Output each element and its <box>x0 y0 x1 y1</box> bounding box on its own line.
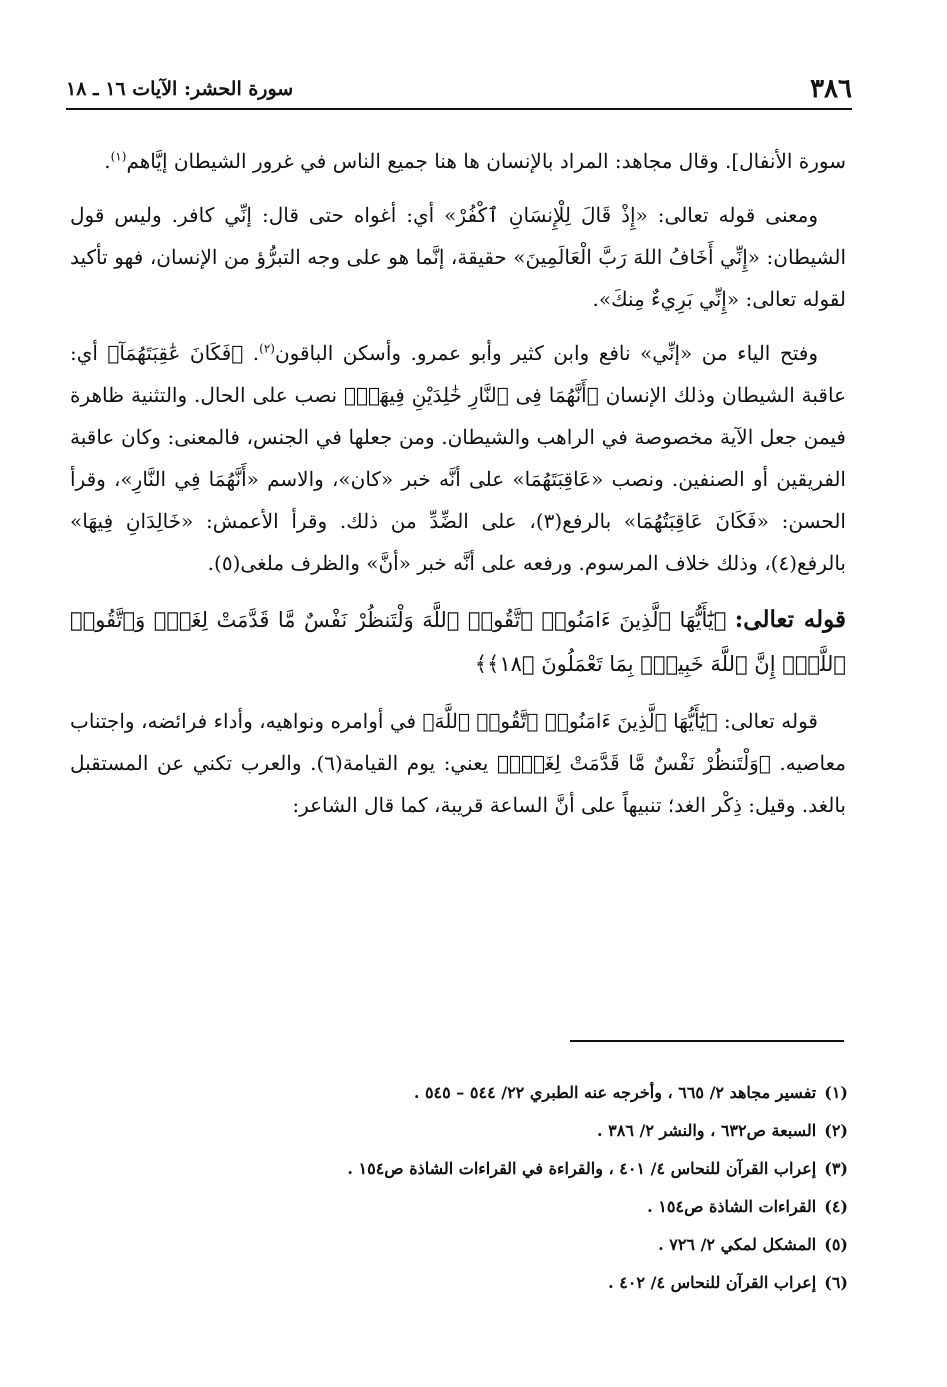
footnote-number: (٣) <box>824 1159 848 1178</box>
footnote-text: القراءات الشاذة ص١٥٤ . <box>647 1197 817 1216</box>
paragraph <box>70 700 846 826</box>
running-title: سورة الحشر: الآيات ١٦ ـ ١٨ <box>66 78 294 100</box>
footnote-text: إعراب القرآن للنحاس ٤/ ٤٠١ ، والقراءة في القراءات الشاذة ص١٥٤ . <box>347 1159 817 1178</box>
footnote <box>300 1150 848 1188</box>
verse-heading: قوله تعالى: <box>734 606 846 633</box>
footnote-number: (٢) <box>824 1121 848 1140</box>
page-number: ٣٨٦ <box>810 74 852 104</box>
paragraph <box>70 140 846 182</box>
paragraph-text: قوله تعالى: ﴿يَٰٓأَيُّهَا ٱلَّذِينَ ءَامَنُوا۟ ٱتَّقُوا۟ ٱللَّهَ﴾ في أوامره ونواهيه، وأداء فرائضه، واجتناب معاصيه. ﴿وَلْتَنظُرْ نَفْسٌ مَّا قَدَّمَتْ لِغَدٍۖ﴾ يعني: يوم القيامة(٦). والعرب تكني عن المستقبل بالغد. وقيل: ذِكْر الغد؛ تنبيهاً على أنَّ الساعة قريبة، كما قال الشاعر: <box>70 709 846 817</box>
footnote <box>300 1074 848 1112</box>
footnote-number: (٤) <box>824 1197 848 1216</box>
verse-text: ﴿يَٰٓأَيُّهَا ٱلَّذِينَ ءَامَنُوا۟ ٱتَّقُوا۟ ٱللَّهَ وَلْتَنظُرْ نَفْسٌ مَّا قَدَّمَتْ لِغَدٍۖ وَٱتَّقُوا۟ ٱللَّهَۚ إِنَّ ٱللَّهَ خَبِيرٌۢ بِمَا تَعْمَلُونَ ﴿١٨﴾﴾ <box>70 608 846 676</box>
paragraph-tail: . ﴿فَكَانَ عَٰقِبَتَهُمَآ﴾ أي: عاقبة الشيطان وذلك الإنسان ﴿أَنَّهُمَا فِى ٱلنَّارِ خَٰلِدَيْنِ فِيهَاۚ﴾ نصب على الحال. والتثنية ظاهرة فيمن جعل الآية مخصوصة في الراهب والشيطان. ومن جعلها في الجنس، فالمعنى: وكان عاقبة الفريقين أو الصنفين. ونصب «عَاقِبَتَهُمَا» على أنَّه خبر «كان»، والاسم «أَنَّهُمَا فِي النَّارِ»، وقرأ الحسن: «فَكَانَ عَاقِبَتُهُمَا» بالرفع(٣)، على الضِّدِّ من ذلك. وقرأ الأعمش: «خَالِدَانِ فِيهَا» بالرفع(٤)، وذلك خلاف المرسوم. ورفعه على أنَّه خبر «أنَّ» والظرف ملغى(٥). <box>70 341 847 575</box>
footnote-number: (٥) <box>824 1235 848 1254</box>
footnote-number: (١) <box>824 1083 848 1102</box>
footnote <box>300 1188 848 1226</box>
footnotes <box>300 1074 848 1302</box>
paragraph-tail: . <box>104 149 111 173</box>
paragraph <box>70 332 846 584</box>
footnote-text: إعراب القرآن للنحاس ٤/ ٤٠٢ . <box>608 1273 817 1292</box>
footnote-ref: (٢) <box>259 341 275 356</box>
paragraph <box>70 194 846 320</box>
footnote <box>300 1112 848 1150</box>
paragraph-text: ومعنى قوله تعالى: «إِذْ قَالَ لِلْإِنسَانِ ٱكْفُرْ» أي: أغواه حتى قال: إنِّي كافر. وليس قول الشيطان: «إِنِّي أَخَافُ اللهَ رَبَّ الْعَالَمِينَ» حقيقة، إنَّما هو على وجه التبرُّؤ من الإنسان، فهو تأكيد لقوله تعالى: «إِنِّي بَرِيءٌ مِنكَ». <box>70 203 846 311</box>
paragraph-text: سورة الأنفال]. وقال مجاهد: المراد بالإنسان ها هنا جميع الناس في غرور الشيطان إيَّاهم <box>126 149 846 173</box>
footnote-text: المشكل لمكي ٢/ ٧٢٦ . <box>658 1235 817 1254</box>
footnote <box>300 1226 848 1264</box>
main-text <box>70 140 846 838</box>
page-header <box>66 64 852 110</box>
footnote-text: السبعة ص٦٣٢ ، والنشر ٢/ ٣٨٦ . <box>597 1121 817 1140</box>
paragraph-text: وفتح الياء من «إنِّي» نافع وابن كثير وأبو عمرو. وأسكن الباقون <box>274 341 819 365</box>
footnote-divider <box>570 1040 844 1042</box>
footnote <box>300 1264 848 1302</box>
footnote-ref: (١) <box>110 149 127 164</box>
footnote-number: (٦) <box>824 1273 848 1292</box>
verse-block <box>70 598 846 686</box>
footnote-text: تفسير مجاهد ٢/ ٦٦٥ ، وأخرجه عنه الطبري ٢٢/ ٥٤٤ – ٥٤٥ . <box>413 1083 817 1102</box>
